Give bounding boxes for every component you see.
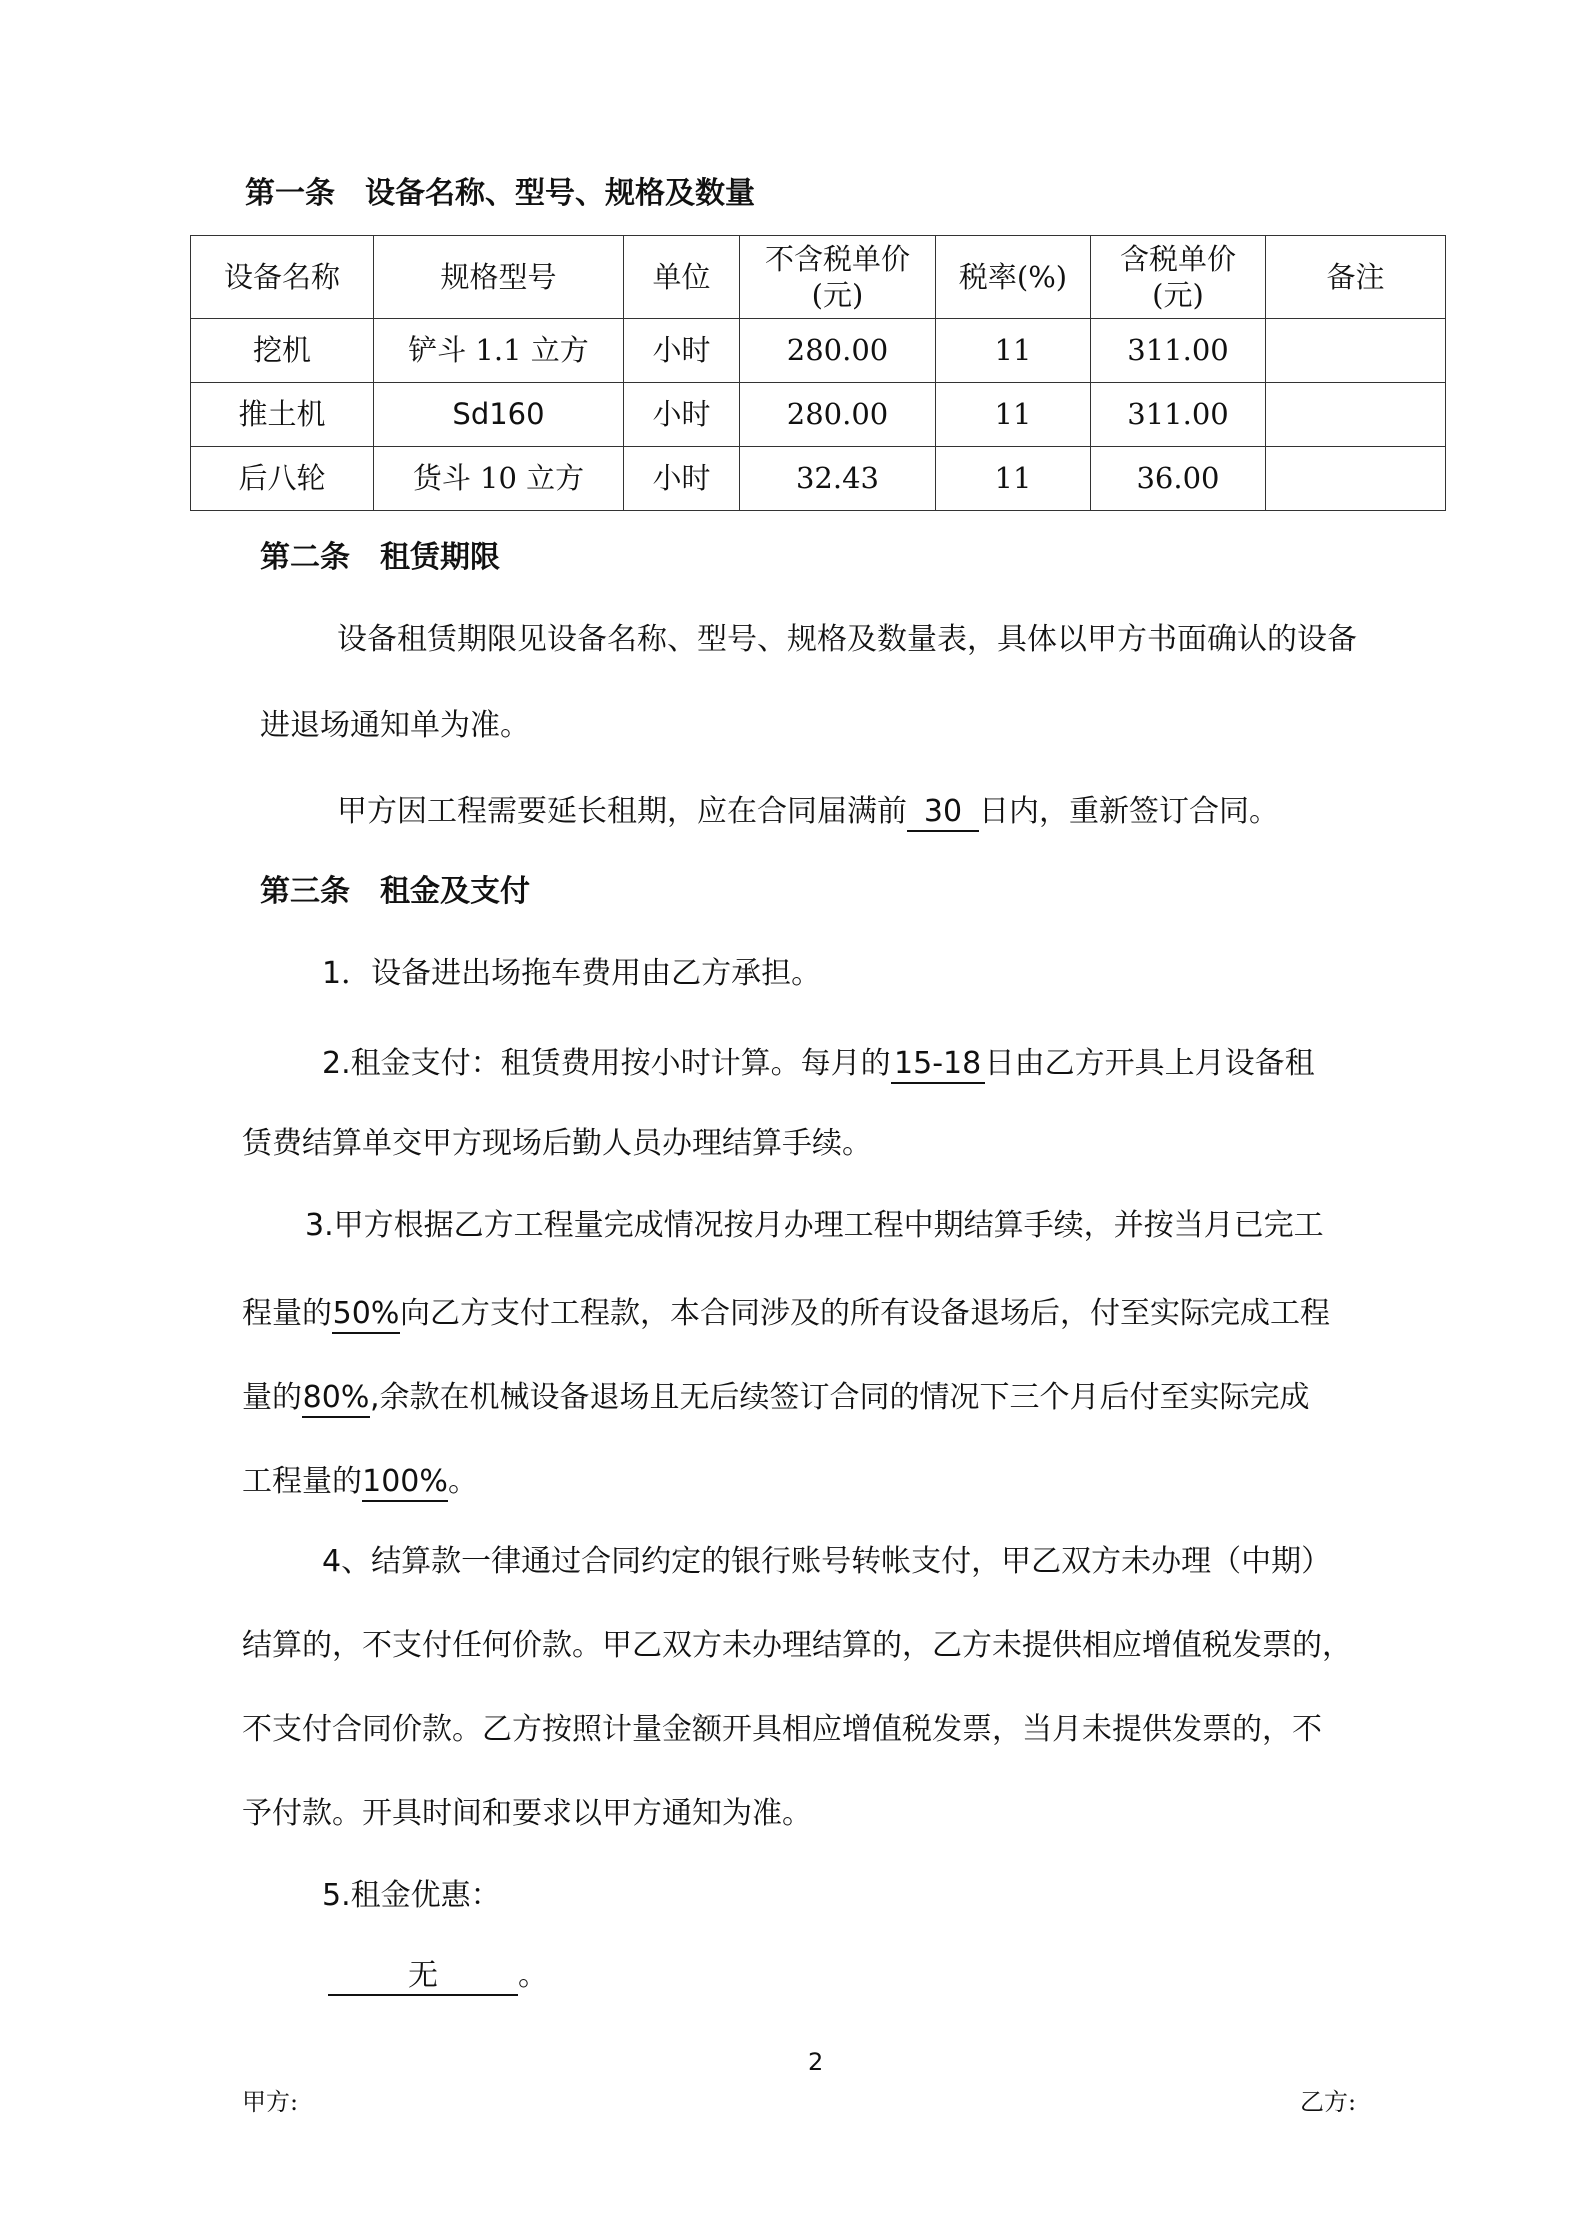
- item3-line4-before: 工程量的: [242, 1464, 362, 1499]
- article3-item5: 5.租金优惠：: [322, 1878, 501, 1913]
- cell-price-inc-tax: 36.00: [1091, 447, 1266, 511]
- item3-line2-before: 程量的: [242, 1296, 332, 1331]
- extension-text-after: 日内，重新签订合同。: [979, 794, 1279, 829]
- extension-text-before: 甲方因工程需要延长租期，应在合同届满前: [337, 794, 907, 829]
- cell-name: 挖机: [191, 319, 374, 383]
- cell-unit: 小时: [624, 383, 740, 447]
- item3-line3-after: ,余款在机械设备退场且无后续签订合同的情况下三个月后付至实际完成: [370, 1380, 1310, 1415]
- rent-discount-end: 。: [518, 1958, 548, 1993]
- cell-price-ex-tax: 280.00: [740, 319, 936, 383]
- header-cell-price-inc-tax: [1091, 236, 1266, 319]
- article3-item3-line1: 3.甲方根据乙方工程量完成情况按月办理工程中期结算手续，并按当月已完工: [305, 1208, 1324, 1243]
- article1-title: 第一条 设备名称、型号、规格及数量: [245, 176, 755, 211]
- item2-text-before: 2.租金支付：租赁费用按小时计算。每月的: [322, 1046, 891, 1081]
- table-row: [191, 383, 1446, 447]
- article3-item1: 1．设备进出场拖车费用由乙方承担。: [322, 956, 822, 991]
- rent-discount-line: [328, 1950, 548, 1996]
- cell-price-inc-tax: 311.00: [1091, 319, 1266, 383]
- table-row: [191, 447, 1446, 511]
- cell-tax-rate: 11: [936, 447, 1091, 511]
- cell-price-inc-tax: 311.00: [1091, 383, 1266, 447]
- party-a-signature-label: 甲方:: [242, 2088, 299, 2116]
- header-cell-remark: 备注: [1266, 236, 1446, 319]
- settlement-days-field: 15-18: [891, 1047, 985, 1084]
- article2-paragraph2: [337, 786, 1279, 832]
- article2-paragraph1-line2: 进退场通知单为准。: [260, 708, 530, 743]
- cell-remark: [1266, 383, 1446, 447]
- article2-title: 第二条 租赁期限: [260, 540, 500, 575]
- cell-price-ex-tax: 32.43: [740, 447, 936, 511]
- header-price-inc-tax-line2: (元): [1152, 278, 1204, 312]
- page-number: 2: [808, 2048, 824, 2076]
- header-cell-name: 设备名称: [191, 236, 374, 319]
- cell-name: 推土机: [191, 383, 374, 447]
- cell-spec: 货斗 10 立方: [374, 447, 624, 511]
- cell-tax-rate: 11: [936, 383, 1091, 447]
- article3-item4-line3: 不支付合同价款。乙方按照计量金额开具相应增值税发票，当月未提供发票的，不: [242, 1712, 1322, 1747]
- article3-item2-line2: 赁费结算单交甲方现场后勤人员办理结算手续。: [242, 1126, 872, 1161]
- cell-name: 后八轮: [191, 447, 374, 511]
- cell-spec: 铲斗 1.1 立方: [374, 319, 624, 383]
- item3-line4-after: 。: [448, 1464, 478, 1499]
- item2-text-after: 日由乙方开具上月设备租: [984, 1046, 1315, 1081]
- article3-item3-line2: [242, 1288, 1330, 1334]
- header-price-ex-tax-line2: (元): [811, 278, 864, 312]
- table-row: [191, 319, 1446, 383]
- exit-payment-percent-field: 80%: [302, 1381, 370, 1418]
- header-price-ex-tax-line1: 不含税单价: [764, 241, 910, 276]
- item3-line2-after: 向乙方支付工程款，本合同涉及的所有设备退场后，付至实际完成工程: [400, 1296, 1330, 1331]
- article3-item4-line2: 结算的，不支付任何价款。甲乙双方未办理结算的，乙方未提供相应增值税发票的，: [242, 1628, 1352, 1663]
- article3-item4-line4: 予付款。开具时间和要求以甲方通知为准。: [242, 1796, 812, 1831]
- article3-title: 第三条 租金及支付: [260, 874, 530, 909]
- article3-item3-line4: [242, 1456, 478, 1502]
- header-price-inc-tax-line1: 含税单价: [1119, 241, 1236, 276]
- cell-price-ex-tax: 280.00: [740, 383, 936, 447]
- table-header-row: [191, 236, 1446, 319]
- header-cell-price-ex-tax: [740, 236, 936, 319]
- cell-unit: 小时: [624, 319, 740, 383]
- article3-item2-line1: [322, 1038, 1315, 1084]
- progress-payment-percent-field: 50%: [332, 1297, 400, 1334]
- item3-line3-before: 量的: [242, 1380, 302, 1415]
- article2-paragraph1-line1: 设备租赁期限见设备名称、型号、规格及数量表，具体以甲方书面确认的设备: [337, 622, 1357, 657]
- article3-item4-line1: 4、结算款一律通过合同约定的银行账号转帐支付，甲乙双方未办理（中期）: [322, 1544, 1332, 1579]
- final-payment-percent-field: 100%: [362, 1465, 448, 1502]
- header-cell-spec: 规格型号: [374, 236, 624, 319]
- header-cell-unit: 单位: [624, 236, 740, 319]
- cell-spec: Sd160: [374, 383, 624, 447]
- extension-days-field: 30: [907, 795, 979, 832]
- article3-item3-line3: [242, 1372, 1310, 1418]
- rent-discount-field: 无: [328, 1959, 518, 1996]
- cell-unit: 小时: [624, 447, 740, 511]
- cell-tax-rate: 11: [936, 319, 1091, 383]
- equipment-table: [190, 235, 1446, 511]
- party-b-signature-label: 乙方:: [1300, 2088, 1357, 2116]
- cell-remark: [1266, 319, 1446, 383]
- header-cell-tax-rate: 税率(%): [936, 236, 1091, 319]
- cell-remark: [1266, 447, 1446, 511]
